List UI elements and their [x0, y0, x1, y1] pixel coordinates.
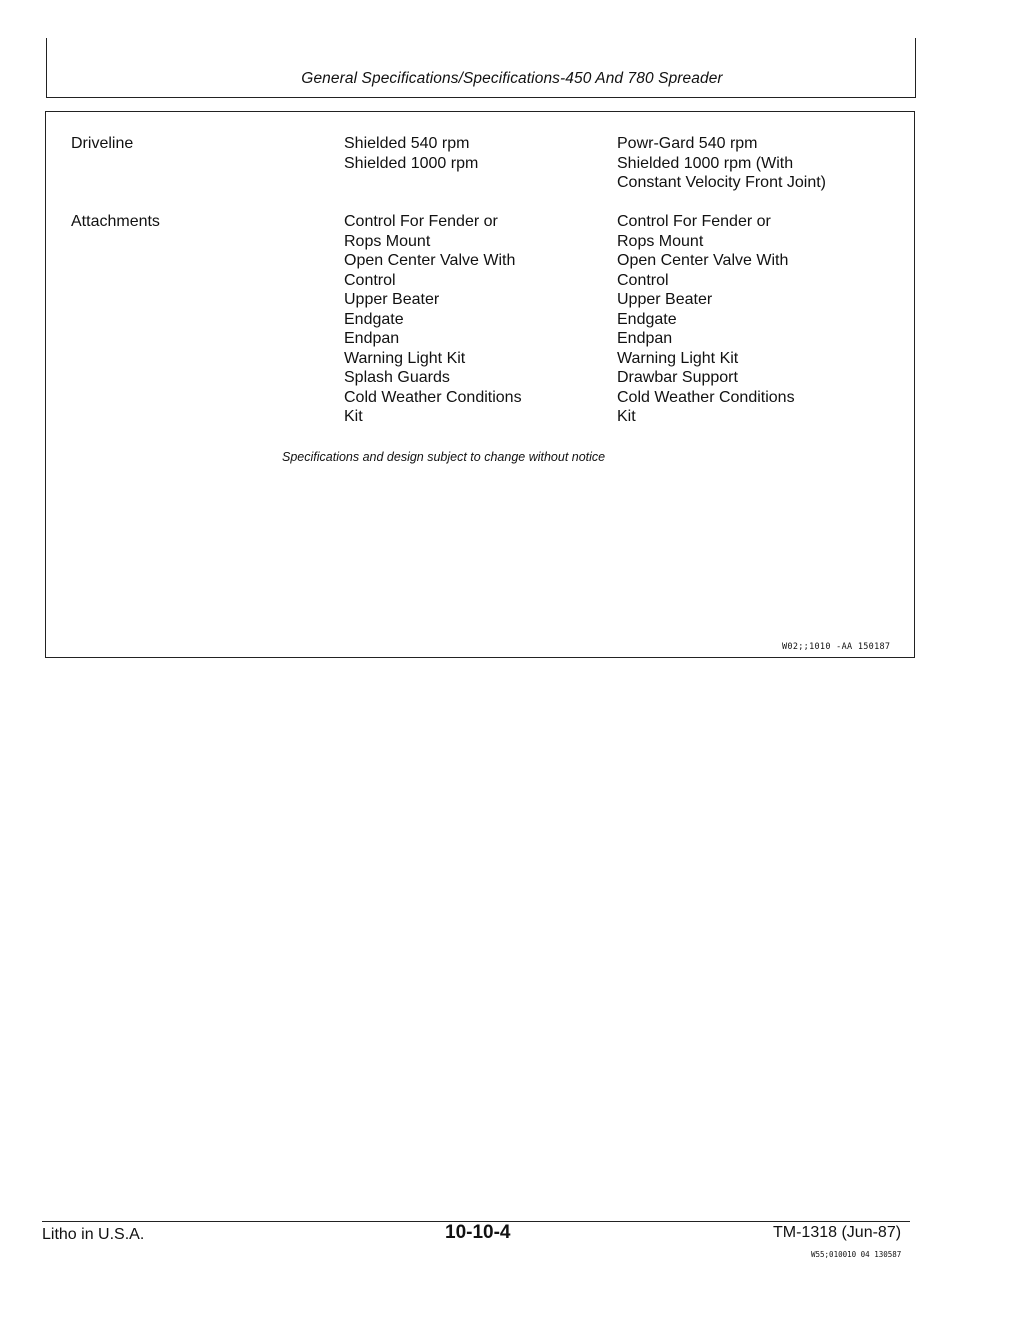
list-item: Shielded 540 rpm [344, 135, 470, 152]
page-number: 10-10-4 [445, 1222, 511, 1243]
list-item: Endgate [617, 310, 677, 328]
document-id: TM-1318 (Jun-87) [773, 1224, 902, 1241]
attachments-col-780 [617, 212, 795, 427]
list-item: Rops Mount [344, 232, 431, 250]
list-item: Shielded 1000 rpm [344, 154, 479, 172]
list-item: Splash Guards [344, 369, 450, 386]
attachments-col-450 [344, 212, 522, 427]
list-item: Upper Beater [617, 291, 713, 308]
list-item: Kit [344, 408, 363, 425]
list-item: Warning Light Kit [617, 349, 739, 367]
reference-code: W02;;1010 -AA 150187 [782, 642, 891, 652]
list-item: Constant Velocity Front Joint) [617, 174, 826, 191]
row-label-driveline: Driveline [71, 135, 134, 152]
list-item: Control For Fender or [617, 213, 771, 230]
driveline-col-780 [617, 134, 826, 193]
page-title: General Specifications/Specifications-450 And 780 Spreader [301, 70, 723, 87]
list-item: Upper Beater [344, 291, 440, 308]
change-notice: Specifications and design subject to change without notice [282, 450, 606, 464]
list-item: Control [344, 271, 396, 289]
driveline-col-450 [344, 134, 478, 173]
list-item: Powr-Gard 540 rpm [617, 135, 758, 152]
footer-reference-code: W55;010010 04 130587 [811, 1250, 902, 1259]
list-item: Shielded 1000 rpm (With [617, 154, 794, 172]
list-item: Open Center Valve With [344, 252, 516, 269]
list-item: Cold Weather Conditions [344, 388, 522, 406]
list-item: Control For Fender or [344, 213, 498, 230]
list-item: Drawbar Support [617, 369, 738, 386]
list-item: Kit [617, 408, 636, 425]
list-item: Warning Light Kit [344, 349, 466, 367]
list-item: Endpan [617, 330, 673, 347]
list-item: Rops Mount [617, 232, 704, 250]
list-item: Endgate [344, 310, 404, 328]
footer-litho: Litho in U.S.A. [42, 1226, 145, 1243]
row-label-attachments: Attachments [71, 213, 160, 230]
list-item: Open Center Valve With [617, 252, 789, 269]
list-item: Endpan [344, 330, 400, 347]
list-item: Cold Weather Conditions [617, 388, 795, 406]
header-box [46, 38, 916, 98]
list-item: Control [617, 271, 669, 289]
